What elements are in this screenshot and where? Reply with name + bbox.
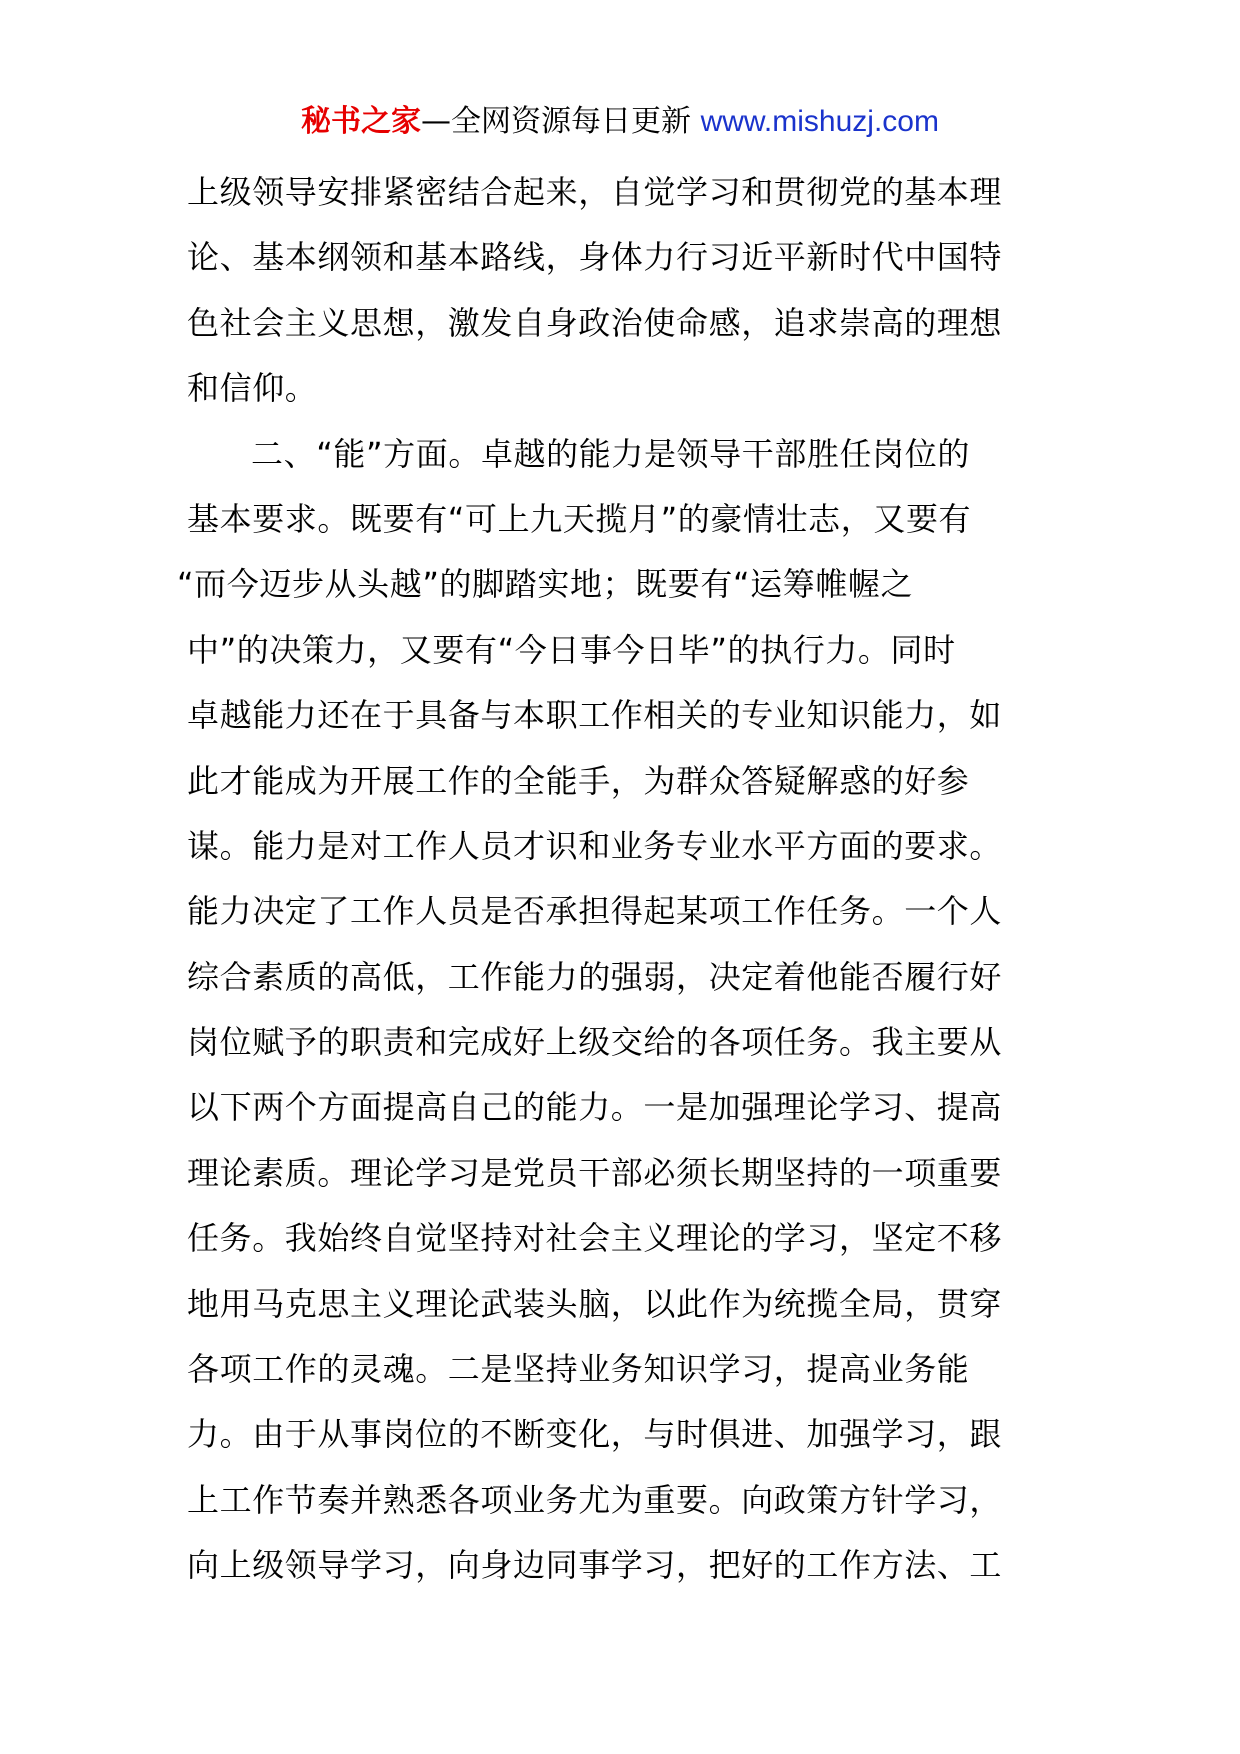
body-line: 向上级领导学习，向身边同事学习，把好的工作方法、工 bbox=[187, 1546, 1003, 1585]
body-line: 以下两个方面提高自己的能力。一是加强理论学习、提高 bbox=[187, 1088, 1003, 1127]
body-line: 理论素质。理论学习是党员干部必须长期坚持的一项重要 bbox=[187, 1153, 1003, 1192]
body-line: 综合素质的高低，工作能力的强弱，决定着他能否履行好 bbox=[187, 957, 1003, 996]
body-line: 上工作节奏并熟悉各项业务尤为重要。向政策方针学习， bbox=[187, 1480, 1003, 1519]
body-line: 各项工作的灵魂。二是坚持业务知识学习，提高业务能 bbox=[187, 1350, 970, 1389]
body-line: 任务。我始终自觉坚持对社会主义理论的学习，坚定不移 bbox=[187, 1219, 1003, 1258]
body-line: 基本要求。既要有“可上九天揽月”的豪情壮志，又要有 bbox=[187, 499, 972, 538]
page-header bbox=[0, 100, 1240, 144]
body-line: 能力决定了工作人员是否承担得起某项工作任务。一个人 bbox=[187, 892, 1003, 931]
site-brand: 秘书之家 bbox=[301, 104, 422, 139]
site-url: www.mishuzj.com bbox=[700, 105, 939, 138]
body-line: 此才能成为开展工作的全能手，为群众答疑解惑的好参 bbox=[187, 761, 970, 800]
document-body bbox=[177, 160, 1057, 1599]
body-line: 谋。能力是对工作人员才识和业务专业水平方面的要求。 bbox=[187, 826, 1003, 865]
body-line: 卓越能力还在于具备与本职工作相关的专业知识能力，如 bbox=[187, 696, 1003, 735]
body-line: “而今迈步从头越”的脚踏实地；既要有“运筹帷幄之 bbox=[177, 565, 914, 604]
body-line: 岗位赋予的职责和完成好上级交给的各项任务。我主要从 bbox=[187, 1023, 1003, 1062]
body-line: 论、基本纲领和基本路线，身体力行习近平新时代中国特 bbox=[187, 238, 1003, 277]
body-line: 力。由于从事岗位的不断变化，与时俱进、加强学习，跟 bbox=[187, 1415, 1003, 1454]
body-line: 中”的决策力，又要有“今日事今日毕”的执行力。同时 bbox=[187, 630, 956, 669]
section-heading-line: 二、“能”方面。卓越的能力是领导干部胜任岗位的 bbox=[251, 434, 970, 473]
body-line: 色社会主义思想，激发自身政治使命感，追求崇高的理想 bbox=[187, 303, 1003, 342]
body-line: 地用马克思主义理论武装头脑，以此作为统揽全局，贯穿 bbox=[187, 1284, 1003, 1323]
site-tagline: —全网资源每日更新 bbox=[421, 104, 701, 139]
body-line: 和信仰。 bbox=[187, 369, 318, 408]
body-line: 上级领导安排紧密结合起来，自觉学习和贯彻党的基本理 bbox=[187, 173, 1003, 211]
